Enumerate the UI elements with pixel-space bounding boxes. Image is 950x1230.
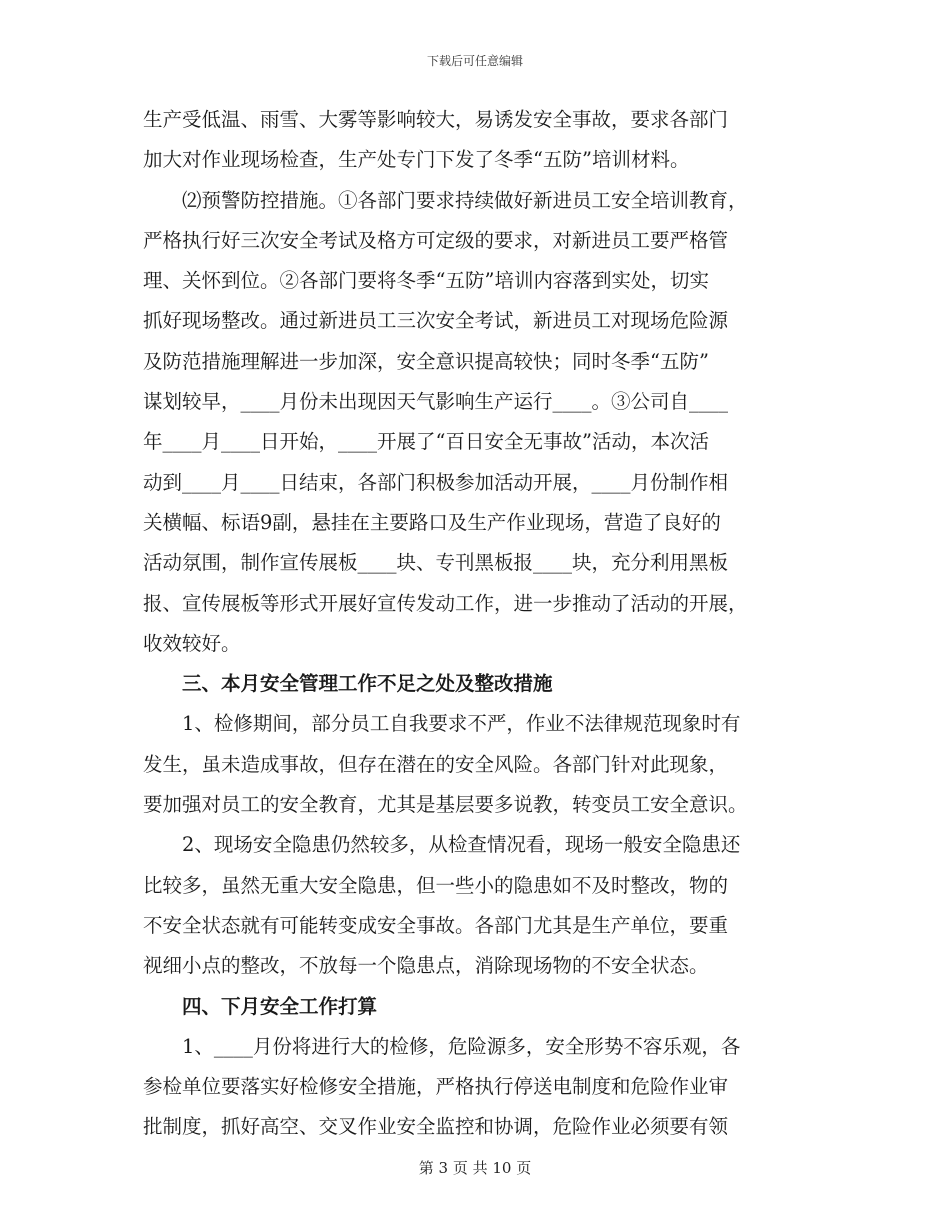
text-line: 谋划较早，____月份未出现因天气影响生产运行____。③公司自____	[143, 390, 729, 414]
text-line: 视细小点的整改，不放每一个隐患点，消除现场物的不安全状态。	[143, 954, 709, 978]
text-line: 比较多，虽然无重大安全隐患，但一些小的隐患如不及时整改，物的	[143, 873, 729, 897]
text-line: 收效较好。	[143, 631, 241, 655]
page-header: 下载后可任意编辑	[426, 54, 523, 68]
section-heading: 四、下月安全工作打算	[182, 994, 378, 1018]
text-line: 严格执行好三次安全考试及格方可定级的要求，对新进员工要严格管	[143, 228, 729, 252]
text-line: 关横幅、标语9副，悬挂在主要路口及生产作业现场，营造了良好的	[143, 510, 721, 534]
text-line: 活动氛围，制作宣传展板____块、专刊黑板报____块，充分利用黑板	[143, 551, 729, 575]
page-footer: 第 3 页 共 10 页	[418, 1159, 532, 1177]
text-line: 1、检修期间，部分员工自我要求不严，作业不法律规范现象时有	[182, 712, 741, 736]
text-line: ⑵预警防控措施。①各部门要求持续做好新进员工安全培训教育，	[182, 188, 748, 212]
text-line: 生产受低温、雨雪、大雾等影响较大，易诱发安全事故，要求各部门	[143, 108, 729, 131]
text-line: 2、现场安全隐患仍然较多，从检查情况看，现场一般安全隐患还	[182, 833, 741, 857]
text-line: 理、关怀到位。②各部门要将冬季“五防”培训内容落到实处，切实	[143, 269, 709, 293]
text-line: 1、____月份将进行大的检修，危险源多，安全形势不容乐观，各	[182, 1034, 741, 1058]
text-line: 及防范措施理解进一步加深，安全意识提高较快；同时冬季“五防”	[143, 349, 709, 373]
text-line: 批制度，抓好高空、交叉作业安全监控和协调，危险作业必须要有领	[143, 1115, 729, 1139]
text-line: 加大对作业现场检查，生产处专门下发了冬季“五防”培训材料。	[143, 148, 690, 172]
text-line: 发生，虽未造成事故，但存在潜在的安全风险。各部门针对此现象，	[143, 752, 729, 776]
text-line: 要加强对员工的安全教育，尤其是基层要多说教，转变员工安全意识。	[143, 793, 748, 817]
document-body	[143, 100, 811, 1148]
text-line: 抓好现场整改。通过新进员工三次安全考试，新进员工对现场危险源	[143, 309, 729, 333]
text-line: 动到____月____日结束，各部门积极参加活动开展，____月份制作相	[143, 470, 729, 494]
text-line: 报、宣传展板等形式开展好宣传发动工作，进一步推动了活动的开展，	[143, 591, 748, 615]
text-line: 不安全状态就有可能转变成安全事故。各部门尤其是生产单位，要重	[143, 913, 729, 937]
text-line: 年____月____日开始，____开展了“百日安全无事故”活动，本次活	[143, 430, 709, 454]
text-line: 参检单位要落实好检修安全措施，严格执行停送电制度和危险作业审	[143, 1075, 729, 1099]
section-heading: 三、本月安全管理工作不足之处及整改措施	[182, 672, 553, 696]
